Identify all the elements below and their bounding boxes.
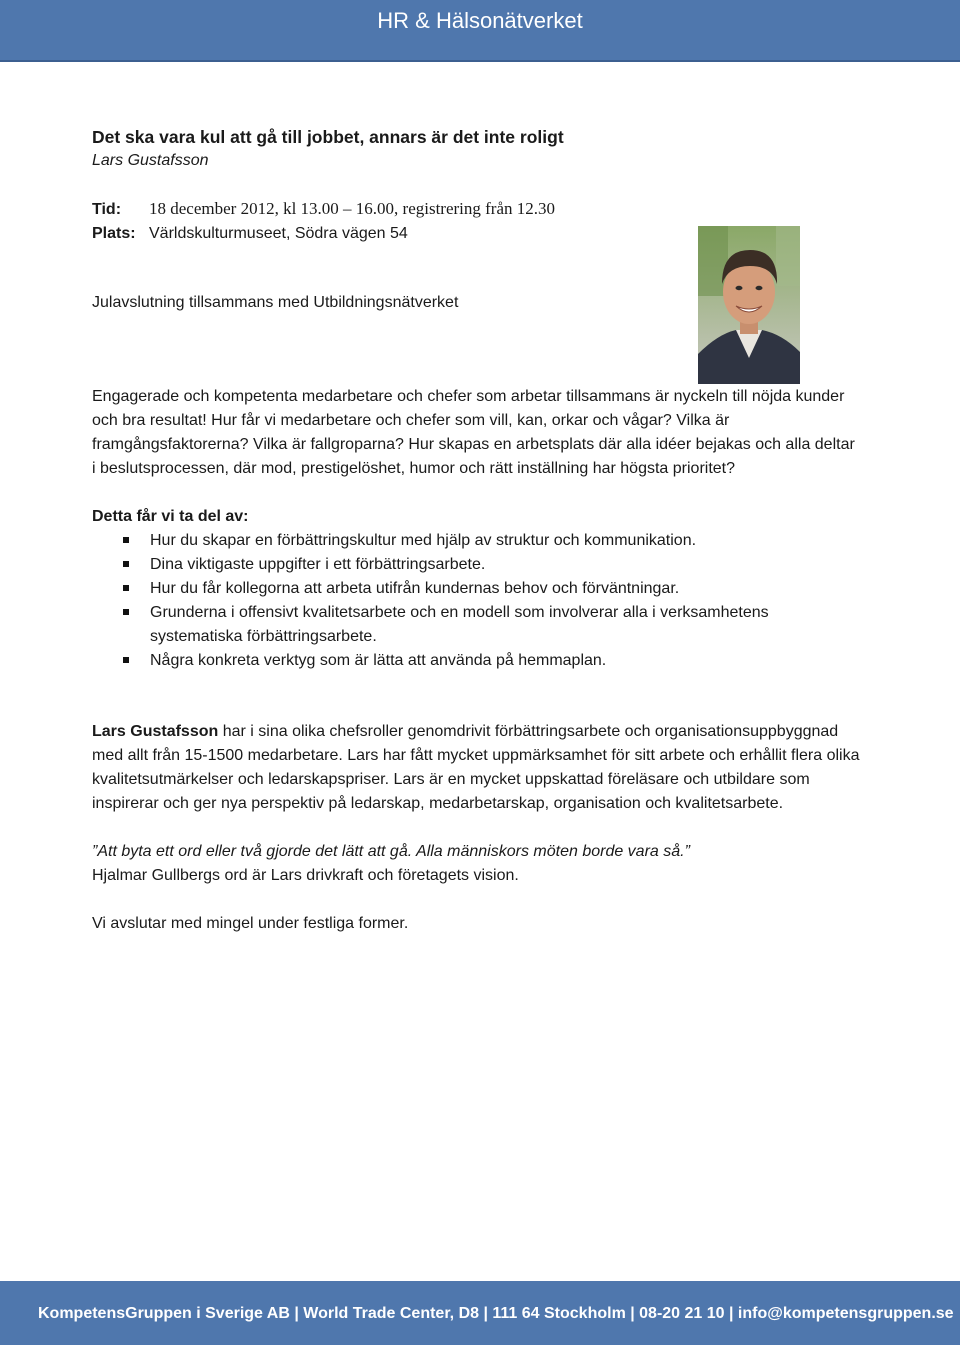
place-label: Plats:: [92, 225, 136, 242]
header-title: HR & Hälsonätverket: [377, 8, 583, 33]
place-row: [92, 222, 882, 246]
time-label: Tid:: [92, 201, 122, 218]
list-item: Grunderna i offensivt kvalitetsarbete och en modell som involverar alla i verksamhetens systematiska förbättringsarbete.: [92, 601, 850, 649]
place-value: Världskulturmuseet, Södra vägen 54: [149, 225, 408, 242]
intro-paragraph: Engagerade och kompetenta medarbetare och chefer som arbetar tillsammans är nyckeln till nöjda kunder och bra resultat! Hur får vi medarbetare och chefer som vill, kan, orkar och vågar? Vilka är framgångsfaktorerna? Vilka är fallgroparna? Hur skapas en arbetsplats där alla idéer bejakas och alla deltar i beslutsprocessen, där mod, prestigelöshet, humor och rätt inställning har högsta prioritet?: [92, 388, 855, 477]
footer-contact: KompetensGruppen i Sverige AB | World Trade Center, D8 | 111 64 Stockholm | 08-20 21 10 | info@kompetensgruppen.se: [38, 1305, 954, 1322]
list-item: Hur du skapar en förbättringskultur med hjälp av struktur och kommunikation.: [92, 529, 882, 553]
event-subtitle: Julavslutning tillsammans med Utbildningsnätverket: [92, 294, 459, 311]
event-speaker: Lars Gustafsson: [92, 152, 209, 169]
page-header: [0, 0, 960, 62]
quote-attribution: Hjalmar Gullbergs ord är Lars drivkraft och företagets vision.: [92, 867, 519, 884]
list-item: Hur du får kollegorna att arbeta utifrån kundernas behov och förväntningar.: [92, 577, 882, 601]
takeaways-list: [92, 529, 882, 673]
event-title: Det ska vara kul att gå till jobbet, annars är det inte roligt: [92, 127, 564, 147]
list-item: Dina viktigaste uppgifter i ett förbättringsarbete.: [92, 553, 882, 577]
quote: ”Att byta ett ord eller två gjorde det lätt att gå. Alla människors möten borde vara så.”: [92, 843, 690, 860]
main-content: [92, 125, 882, 936]
time-row: [92, 197, 882, 222]
bio-name: Lars Gustafsson: [92, 723, 219, 740]
bio-text: har i sina olika chefsroller genomdrivit förbättringsarbete och organisationsuppbyggnad med allt från 15-1500 medarbetare. Lars har fått mycket uppmärksamhet för sitt arbete och erhållit flera olika kvalitetsutmärkelser och ledarskapspriser. Lars är en mycket uppskattad föreläsare och utbildare som inspirerar och ger nya perspektiv på ledarskap, medarbetarskap, organisation och kvalitetsarbete.: [92, 723, 860, 812]
page-footer: [0, 1281, 960, 1345]
list-item: Några konkreta verktyg som är lätta att använda på hemmaplan.: [92, 649, 882, 673]
time-value: 18 december 2012, kl 13.00 – 16.00, registrering från 12.30: [149, 199, 556, 218]
bio-paragraph: [92, 720, 862, 816]
takeaways-heading: Detta får vi ta del av:: [92, 508, 249, 525]
closing-text: Vi avslutar med mingel under festliga former.: [92, 915, 409, 932]
